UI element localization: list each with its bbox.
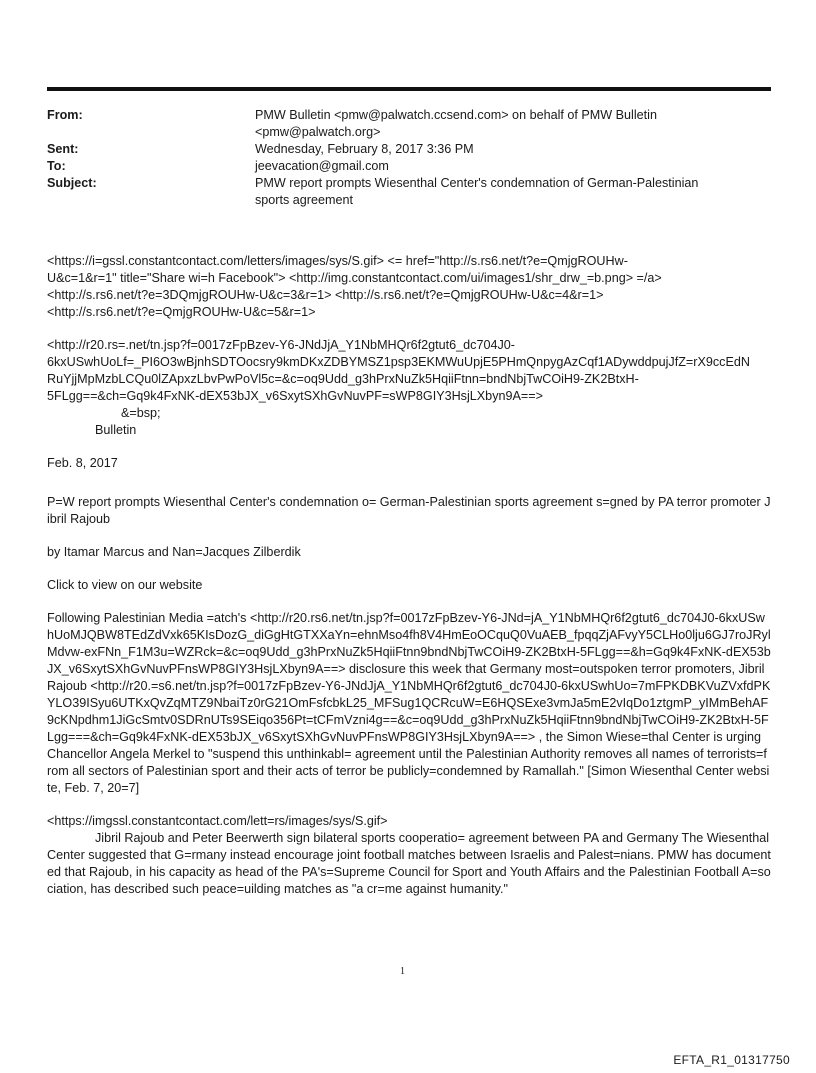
header-rule [47,87,771,91]
sent-value: Wednesday, February 8, 2017 3:36 PM [255,142,474,156]
page-number: 1 [400,966,405,977]
share-line-1: <https://i=gssl.constantcontact.com/letters/images/sys/S.gif> <= href="http://s.rs6.net/t?e=QmjgROUHw- [47,254,628,268]
sent-row [47,141,771,158]
to-row [47,158,771,175]
tracking-link-block [47,337,771,439]
share-line-2: U&c=1&r=1" title="Share wi=h Facebook"> <http://img.constantcontact.com/ui/images1/shr_drw_=b.png> =/a> [47,271,662,285]
main-paragraph: Following Palestinian Media =atch's <http://r20.rs6.net/tn.jsp?f=0017zFpBzev-Y6-JNd=jA_Y1NbMHQr6f2gtut6_dc704J0-6kxUSwhUoMJQBW8TEdZdVxk65KIsDozG_diGgHtGTXXaYn=ehnMso4fh8V4HmEoOCquQ0VuAEB_fpqqZjAFvyY5CLHo0lju6GJ7roJRylMdvw-exFNn_F1M3u=WZRck=&c=oq9Udd_g3hPrxNuZk5HqiiFtnn9bndNbjTwCOiH9-ZK2BtxH-5FLgg==&h=Gq9k4FxNK-dEX53bJX_v6SxytSXhGvNuvPFnsWP8GIY3HsjLXbyn9A==> disclosure this week that Germany most=outspoken terror promoters, Jibril Rajoub <http://r20.=s6.net/tn.jsp?f=0017zFpBzev-Y6-JNdJjA_Y1NbMHQr6f2gtut6_dc704J0-6kxUSwhUo=7mFPKDBKVuZVxfdPKYLO39ISyu6UTKxQvZqMTZ9NbaiTz0rG21OmFsfcbkL25_MFSug1QCRcuW=E6HQSExe3vmJa5mE2vIqDo1ztgmP_yIMmBehAF9cKNpdhm1JiGcSmtv0SDRnUTs9SEiqo356Pt=tCFmVzni4g==&c=oq9Udd_g3hPrxNuZk5HqiiFtnn9bndNbjTwCOiH9-ZK2BtxH-5FLgg===&ch=Gq9k4FxNK-dEX53bJX_v6SxytSXhGvNuvPFnsWP8GIY3HsjLXbyn9A==> , the Simon Wiese=thal Center is urging Chancellor Angela Merkel to "suspend this unthinkabl= agreement until the Palestinian Authority removes all names of terrorists=from all sectors of Palestinian sport and their acts of terror be publicly=condemned by Ramallah." [Simon Wiesenthal Center website, Feb. 7, 20=7] [47,611,771,795]
tracking-line-1: <http://r20.rs=.net/tn.jsp?f=0017zFpBzev-Y6-JNdJjA_Y1NbMHQr6f2gtut6_dc704J0- [47,338,515,352]
sent-label: Sent: [47,142,79,156]
subject-value-line-1: PMW report prompts Wiesenthal Center's condemnation of German-Palestinian [255,176,699,190]
email-body [47,253,771,914]
to-label: To: [47,159,66,173]
to-value: jeevacation@gmail.com [255,159,389,173]
share-line-4: <http://s.rs6.net/t?e=QmjgROUHw-U&c=5&r=1> [47,305,316,319]
from-label: From: [47,108,83,122]
date-line: Feb. 8, 2017 [47,456,118,470]
email-header [47,107,771,209]
from-row [47,107,771,141]
from-value [255,107,771,141]
tracking-line-2: 6kxUSwhUoLf=_PI6O3wBjnhSDTOocsry9kmDKxZDBYMSZ1psp3EKMWuUpjE5PHmQnpygAzCqf1ADywddpujJfZ=rX9ccEdN [47,355,750,369]
bates-stamp: EFTA_R1_01317750 [673,1053,790,1067]
caption-paragraph: Jibril Rajoub and Peter Beerwerth sign bilateral sports cooperatio= agreement between PA and Germany The Wiesenthal Center suggested that G=rmany instead encourage joint football matches between Israelis and Palest=nians. PMW has documented that Rajoub, in his capacity as head of the PA's=Supreme Council for Sport and Youth Affairs and the Palestinian Football A=sociation, has described such peace=uilding matches as "a cr=me against humanity." [47,831,771,896]
share-links-block [47,253,771,321]
image-link-line: <https://imgssl.constantcontact.com/lett=rs/images/sys/S.gif> [47,814,388,828]
bulletin-label: Bulletin [95,423,137,437]
subject-value-line-2: sports agreement [255,193,354,207]
subject-label: Subject: [47,176,97,190]
nbsp-line: &=bsp; [121,406,161,420]
tracking-line-3: RuYjjMpMzbLCQu0lZApxzLbvPwPoVl5c=&c=oq9Udd_g3hPrxNuZk5HqiiFtnn=bndNbjTwCOiH9-ZK2BtxH- [47,372,639,386]
from-value-line-2: <pmw@palwatch.org> [255,125,381,139]
byline: by Itamar Marcus and Nan=Jacques Zilberdik [47,545,301,559]
subject-row [47,175,771,209]
article-title: P=W report prompts Wiesenthal Center's condemnation o= German-Palestinian sports agreement s=gned by PA terror promoter Jibril Rajoub [47,495,771,526]
subject-value [255,175,771,209]
from-value-line-1: PMW Bulletin <pmw@palwatch.ccsend.com> on behalf of PMW Bulletin [255,108,657,122]
share-line-3: <http://s.rs6.net/t?e=3DQmjgROUHw-U&c=3&r=1> <http://s.rs6.net/t?e=QmjgROUHw-U&c=4&r=1> [47,288,604,302]
view-website-link: Click to view on our website [47,578,203,592]
tracking-line-4: 5FLgg==&ch=Gq9k4FxNK-dEX53bJX_v6SxytSXhGvNuvPF=sWP8GIY3HsjLXbyn9A==> [47,389,543,403]
